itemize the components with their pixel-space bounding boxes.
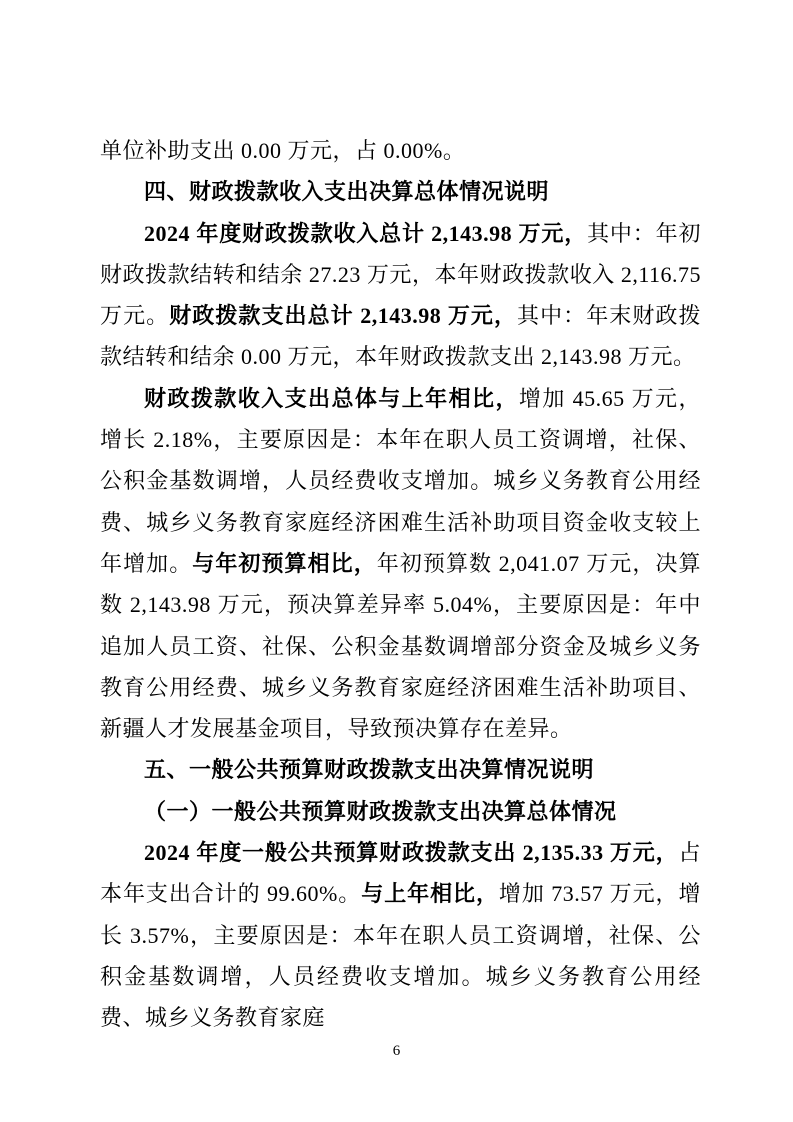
bold-lead-text: 与年初预算相比， [192,550,377,576]
document-body [100,130,701,1039]
body-text: 其中：年初财政拨款结转和结余 27.23 万元，本年财政拨款收入 2,116.75 万元。 [100,220,701,329]
section-heading-4 [100,171,701,212]
body-text: 增加 73.57 万元，增长 3.57%，主要原因是：本年在职人员工资调增，社保、公积金基数调增，人员经费收支增加。城乡义务教育公用经费、城乡义务教育家庭 [100,881,701,1031]
subheading-text: （一）一般公共预算财政拨款支出决算总体情况 [144,798,617,824]
heading-text: 五、一般公共预算财政拨款支出决算情况说明 [144,757,595,783]
body-text: 年初预算数 2,041.07 万元，决算数 2,143.98 万元，预决算差异率 5.04%，主要原因是：年中追加人员工资、社保、公积金基数调增部分资金及城乡义务教育公用经费、城乡义务教育家庭经济困难生活补助项目、新疆人才发展基金项目，导致预决算存在差异。 [100,550,701,742]
page-number: 6 [392,1043,401,1059]
bold-figure-text: 2024 年度财政拨款收入总计 2,143.98 万元， [144,220,588,246]
bold-lead-text: 与上年相比， [361,881,499,907]
fiscal-comparison-paragraph [100,378,701,750]
bold-figure-text: 2024 年度一般公共预算财政拨款支出 2,135.33 万元， [144,840,679,866]
prev-paragraph-continuation [100,130,701,171]
heading-text: 四、财政拨款收入支出决算总体情况说明 [144,179,550,205]
general-budget-expenditure-paragraph [100,832,701,1038]
body-text: 增加 45.65 万元，增长 2.18%，主要原因是：本年在职人员工资调增，社保、公积金基数调增，人员经费收支增加。城乡义务教育公用经费、城乡义务教育家庭经济困难生活补助项目资金收支较上年增加。 [100,385,701,576]
section-heading-5 [100,749,701,790]
subsection-heading-5-1 [100,791,701,832]
bold-figure-text: 财政拨款支出总计 2,143.98 万元， [169,303,518,329]
body-text: 单位补助支出 0.00 万元，占 0.00%。 [100,138,466,163]
bold-lead-text: 财政拨款收入支出总体与上年相比， [144,385,519,411]
body-text: 占本年支出合计的 99.60%。 [100,840,701,907]
fiscal-income-total-paragraph [100,213,701,378]
body-text: 其中：年末财政拨款结转和结余 0.00 万元，本年财政拨款支出 2,143.98 万元。 [100,303,701,370]
